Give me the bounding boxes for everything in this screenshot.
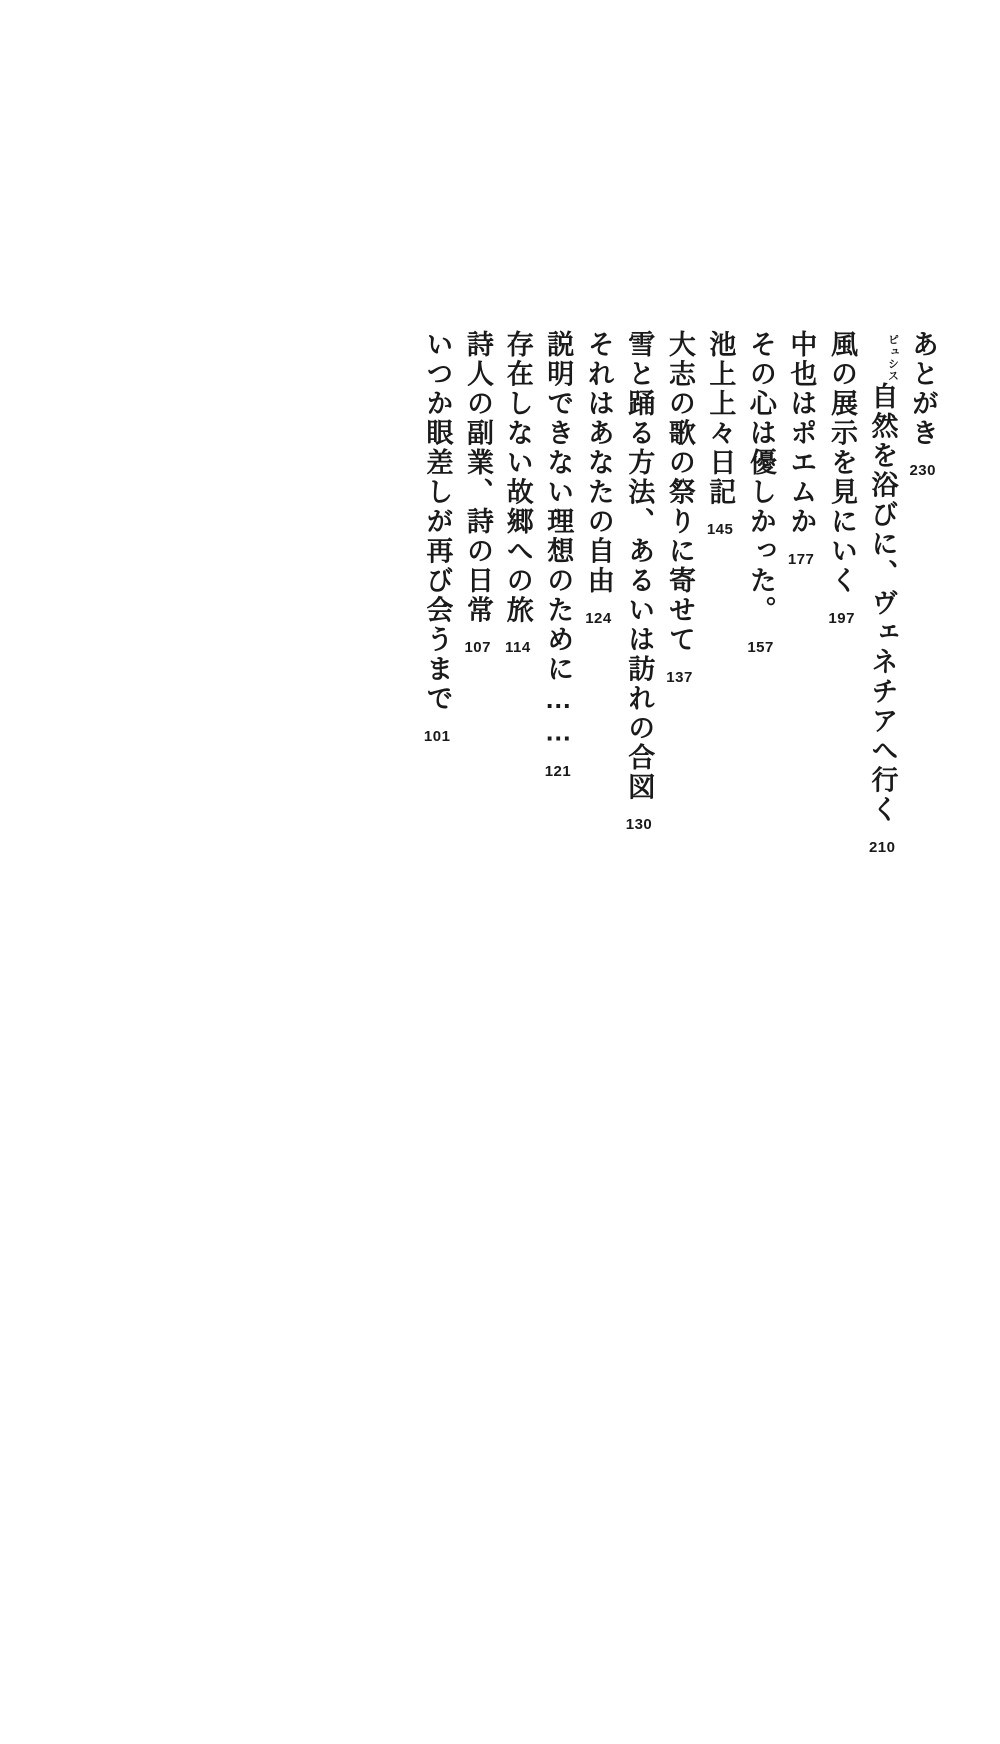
toc-entry-inner: [705, 330, 736, 507]
toc-entry[interactable]: [503, 330, 531, 1390]
toc-entry-inner: [786, 330, 817, 537]
toc-entry-page: 145: [706, 521, 734, 538]
toc-entry-inner: [909, 330, 936, 448]
toc-entry-title: 池上上々日記: [705, 330, 736, 507]
toc-entry-page: 157: [747, 639, 774, 656]
toc-entry-title: 大志の歌の祭りに寄せて: [664, 330, 695, 655]
toc-entry[interactable]: [624, 330, 653, 1390]
toc-entry-title: それはあなたの自由: [583, 330, 614, 596]
toc-entry[interactable]: [543, 330, 572, 1390]
toc-entry[interactable]: [664, 330, 693, 1390]
toc-entry-inner: [666, 330, 693, 655]
toc-entry-page: 197: [828, 609, 855, 627]
toc-entry[interactable]: [867, 330, 899, 1390]
table-of-contents: [410, 330, 936, 1390]
toc-entry[interactable]: [907, 330, 936, 1390]
toc-entry-page: 210: [868, 838, 896, 856]
toc-entry-inner: [828, 330, 855, 596]
toc-entry-page: 230: [909, 462, 936, 479]
toc-entry[interactable]: [583, 330, 612, 1390]
toc-entry-inner: [624, 330, 655, 802]
toc-entry-page: 137: [666, 668, 693, 686]
toc-entry-title: 中也はポエムか: [786, 330, 817, 537]
toc-entry-page: 124: [585, 609, 612, 627]
toc-entry[interactable]: [826, 330, 855, 1390]
toc-entry-inner: [422, 330, 453, 714]
toc-entry-inner: [464, 330, 491, 625]
toc-entry-page: 107: [464, 639, 491, 656]
toc-entry-inner: [867, 330, 899, 825]
toc-entry[interactable]: [422, 330, 451, 1390]
toc-entry-title: 自然を浴びに、ヴェネチアへ行く: [867, 382, 898, 825]
toc-entry-title: 詩人の副業、詩の日常: [462, 330, 493, 625]
toc-entry-inner: [504, 330, 531, 625]
toc-entry-ruby: ピュシス: [886, 334, 899, 382]
toc-entry[interactable]: [705, 330, 734, 1390]
toc-entry-title: あとがき: [908, 330, 938, 448]
toc-entry-page: 130: [625, 816, 653, 833]
toc-entry-title: 説明できない理想のために……: [543, 330, 574, 749]
toc-entry-title: 雪と踊る方法、あるいは訪れの合図: [624, 330, 655, 802]
toc-entry-inner: [585, 330, 612, 596]
toc-entry-title: その心は優しかった。: [745, 330, 776, 625]
toc-entry-title: 存在しない故郷への旅: [502, 330, 533, 625]
toc-entry-page: 121: [544, 763, 572, 780]
toc-entry-inner: [747, 330, 774, 625]
toc-entry[interactable]: [786, 330, 815, 1390]
toc-entry-title: 風の展示を見にいく: [826, 330, 857, 596]
toc-entry-title: いつか眼差しが再び会うまで: [422, 330, 453, 714]
toc-entry-page: 177: [787, 550, 815, 568]
toc-entry[interactable]: [462, 330, 491, 1390]
toc-entry-page: 114: [504, 639, 531, 656]
toc-entry-page: 101: [423, 727, 451, 745]
toc-entry[interactable]: [745, 330, 774, 1390]
toc-entry-inner: [543, 330, 574, 749]
